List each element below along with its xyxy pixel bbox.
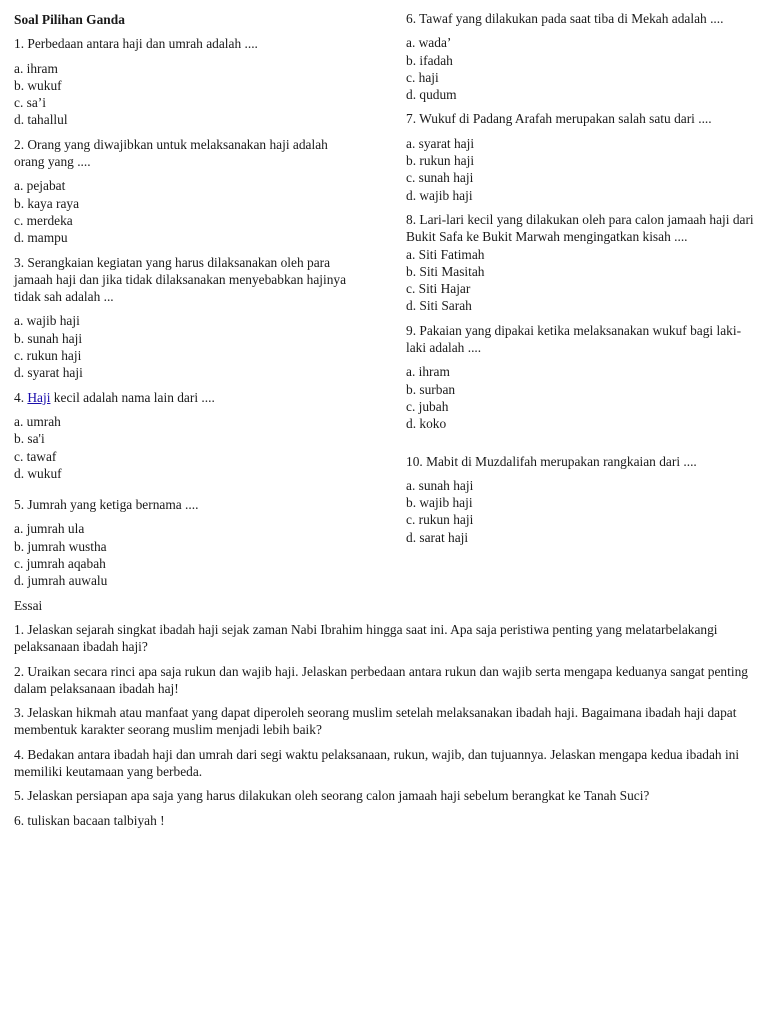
option: b. sunah haji [14,330,83,346]
option: c. jumrah aqabah [14,556,106,572]
option: b. Siti Masitah [406,263,485,279]
essay-question: 4. Bedakan antara ibadah haji dan umrah dari segi waktu pelaksanaan, rukun, wajib, dan tujuannya. Jelaskan mengapa kedua ibadah ini memiliki keutamaan yang berbeda. [14,746,740,779]
option: d. tahallul [14,112,68,128]
option: d. mampu [14,230,68,246]
question-text: 5. Jumrah yang ketiga bernama .... [14,497,199,513]
option: c. rukun haji [14,348,82,364]
option: d. koko [406,416,447,432]
question-4 [14,389,354,482]
option: b. ifadah [406,52,453,68]
question-10 [406,453,756,546]
options-list [406,246,756,315]
essay-question: 2. Uraikan secara rinci apa saja rukun dan wajib haji. Jelaskan perbedaan antara rukun dan wajib serta mengapa keduanya sangat penting dalam pelaksanaan ibadah haj! [14,663,748,696]
option: a. sunah haji [406,477,474,493]
question-text: 10. Mabit di Muzdalifah merupakan rangkaian dari .... [406,453,697,469]
question-5 [14,496,354,589]
options-list [14,177,354,246]
question-text [14,389,354,406]
option: c. jubah [406,398,449,414]
question-text: 1. Perbedaan antara haji dan umrah adalah .... [14,36,258,52]
option: d. wukuf [14,465,62,481]
option: b. surban [406,381,456,397]
question-text: 7. Wukuf di Padang Arafah merupakan salah satu dari .... [406,111,712,127]
option: a. ihram [406,364,450,380]
option: d. Siti Sarah [406,298,472,314]
option: a. wajib haji [14,313,80,329]
option: d. wajib haji [406,187,473,203]
option: a. Siti Fatimah [406,246,485,262]
question-9 [406,322,756,433]
section-title: Soal Pilihan Ganda [14,12,125,27]
left-column [14,11,354,590]
options-list [14,312,354,381]
essay-question: 6. tuliskan bacaan talbiyah ! [14,812,165,828]
option: d. syarat haji [14,365,83,381]
option: c. rukun haji [406,512,474,528]
option: b. wajib haji [406,495,473,511]
option: c. tawaf [14,448,57,464]
option: d. sarat haji [406,529,469,545]
question-8 [406,211,756,315]
option: c. haji [406,69,439,85]
options-list [406,477,756,546]
question-3 [14,254,354,382]
essay-section [14,597,756,829]
question-text: 6. Tawaf yang dilakukan pada saat tiba di Mekah adalah .... [406,11,724,26]
essay-question: 1. Jelaskan sejarah singkat ibadah haji sejak zaman Nabi Ibrahim hingga saat ini. Apa saja peristiwa penting yang melatarbelakangi pelaksanaan ibadah haji? [14,621,718,655]
essay-question: 5. Jelaskan persiapan apa saja yang harus dilakukan oleh seorang calon jamaah haji sebelum berangkat ke Tanah Suci? [14,788,650,804]
option: c. sunah haji [406,170,474,186]
option: b. jumrah wustha [14,538,107,554]
option: b. sa'i [14,431,45,447]
option: a. ihram [14,60,58,76]
right-column [406,10,756,590]
question-1 [14,35,354,128]
option: b. rukun haji [406,153,475,169]
option: a. wada’ [406,35,452,51]
options-list [14,413,354,482]
option: b. kaya raya [14,195,80,211]
question-text-rest: kecil adalah nama lain dari .... [50,389,215,405]
option: a. jumrah ula [14,521,85,537]
options-list [406,34,756,103]
options-list [14,520,354,589]
options-list [406,135,756,204]
question-text: 3. Serangkaian kegiatan yang harus dilaksanakan oleh para jamaah haji dan jika tidak dilaksanakan menyebabkan hajinya tidak sah adalah ... [14,254,347,305]
option: a. umrah [14,413,61,429]
question-6 [406,10,756,103]
question-number: 4. [14,389,28,405]
options-list [406,363,756,432]
options-list [14,60,354,129]
option: c. Siti Hajar [406,281,471,297]
option: c. sa’i [14,95,46,111]
haji-link[interactable]: Haji [27,389,51,405]
option: d. jumrah auwalu [14,573,108,589]
question-text: 8. Lari-lari kecil yang dilakukan oleh para calon jamaah haji dari Bukit Safa ke Bukit Marwah mengingatkan kisah .... [406,211,754,245]
option: a. syarat haji [406,135,475,151]
question-text: 9. Pakaian yang dipakai ketika melaksanakan wukuf bagi laki-laki adalah .... [406,322,742,356]
option: c. merdeka [14,212,73,228]
option: b. wukuf [14,77,62,93]
question-7 [406,110,756,203]
essay-title: Essai [14,597,43,613]
question-2 [14,136,354,247]
option: a. pejabat [14,178,66,194]
question-text: 2. Orang yang diwajibkan untuk melaksanakan haji adalah orang yang .... [14,136,328,170]
option: d. qudum [406,87,457,103]
essay-question: 3. Jelaskan hikmah atau manfaat yang dapat diperoleh seorang muslim setelah melaksanakan ibadah haji. Bagaimana ibadah haji dapat membentuk karakter seorang muslim menjadi lebih baik? [14,705,737,738]
document-page [14,11,756,836]
multiple-choice-columns [14,11,756,590]
